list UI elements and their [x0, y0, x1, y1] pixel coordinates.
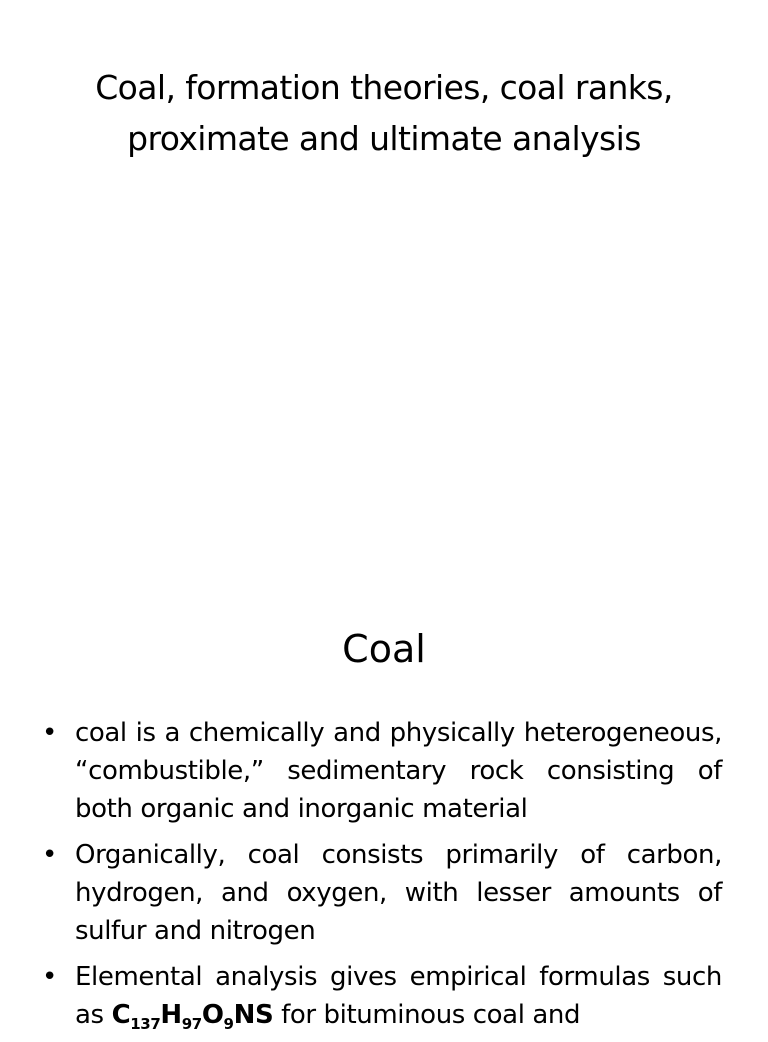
bullet-list [0, 714, 768, 1042]
bullet-item [0, 958, 768, 1034]
bullet-text: Organically, coal consists primarily of carbon, hydrogen, and oxygen, with lesser amounts of sulfur and nitrogen [75, 840, 722, 946]
coal-slide [0, 560, 768, 1034]
bullet-item [0, 714, 768, 828]
slide-heading: Coal [342, 627, 426, 671]
bullet-item [0, 836, 768, 950]
bullet-text: Elemental analysis gives empirical formulas such as [75, 962, 722, 1030]
bullet-text: for bituminous coal and [281, 1000, 581, 1030]
bullet-dot-icon: • [42, 718, 57, 748]
chemical-formula: $C_{137}H_{97}O_9NS$ [111, 1000, 274, 1034]
bullet-dot-icon: • [42, 962, 57, 992]
bullet-text: coal is a chemically and physically heterogeneous, “combustible,” sedimentary rock consisting of both organic and inorganic material [75, 718, 722, 824]
slide-title: Coal, formation theories, coal ranks, proximate and ultimate analysis [95, 68, 673, 158]
bullet-dot-icon: • [42, 840, 57, 870]
